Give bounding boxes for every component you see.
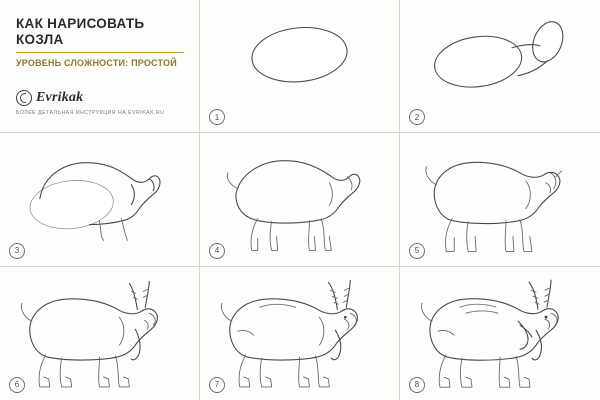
brand-caption: БОЛЕЕ ДЕТАЛЬНАЯ ИНСТРУКЦИЯ НА EVRIKAK.RU <box>16 110 165 117</box>
step-5-cell <box>400 133 600 266</box>
step-2-badge: 2 <box>409 109 425 125</box>
step-2-cell <box>400 0 600 133</box>
step-6-drawing <box>0 267 199 400</box>
title-block <box>0 0 199 132</box>
step-4-badge: 4 <box>209 243 225 259</box>
step-3-drawing <box>0 133 199 265</box>
step-5-drawing <box>400 133 600 265</box>
step-3-badge: 3 <box>9 243 25 259</box>
step-5-badge: 5 <box>409 243 425 259</box>
step-6-cell <box>0 267 200 400</box>
difficulty-label: УРОВЕНЬ СЛОЖНОСТИ: ПРОСТОЙ <box>16 58 177 69</box>
step-8-badge: 8 <box>409 377 425 393</box>
step-7-drawing <box>200 267 399 400</box>
page-title: КАК НАРИСОВАТЬ КОЗЛА <box>16 16 145 47</box>
step-7-cell <box>200 267 400 400</box>
step-1-drawing <box>200 0 399 132</box>
step-2-drawing <box>400 0 600 132</box>
step-8-cell <box>400 267 600 400</box>
copyright-circle-icon <box>16 90 32 106</box>
title-divider <box>16 52 184 53</box>
step-1-cell <box>200 0 400 133</box>
step-8-drawing <box>400 267 600 400</box>
step-3-cell <box>0 133 200 266</box>
step-4-cell <box>200 133 400 266</box>
brand-logo <box>16 90 185 106</box>
title-cell <box>0 0 200 133</box>
step-6-badge: 6 <box>9 377 25 393</box>
step-7-badge: 7 <box>209 377 225 393</box>
step-4-drawing <box>200 133 399 265</box>
step-1-badge: 1 <box>209 109 225 125</box>
brand-name: Evrikak <box>36 90 84 106</box>
